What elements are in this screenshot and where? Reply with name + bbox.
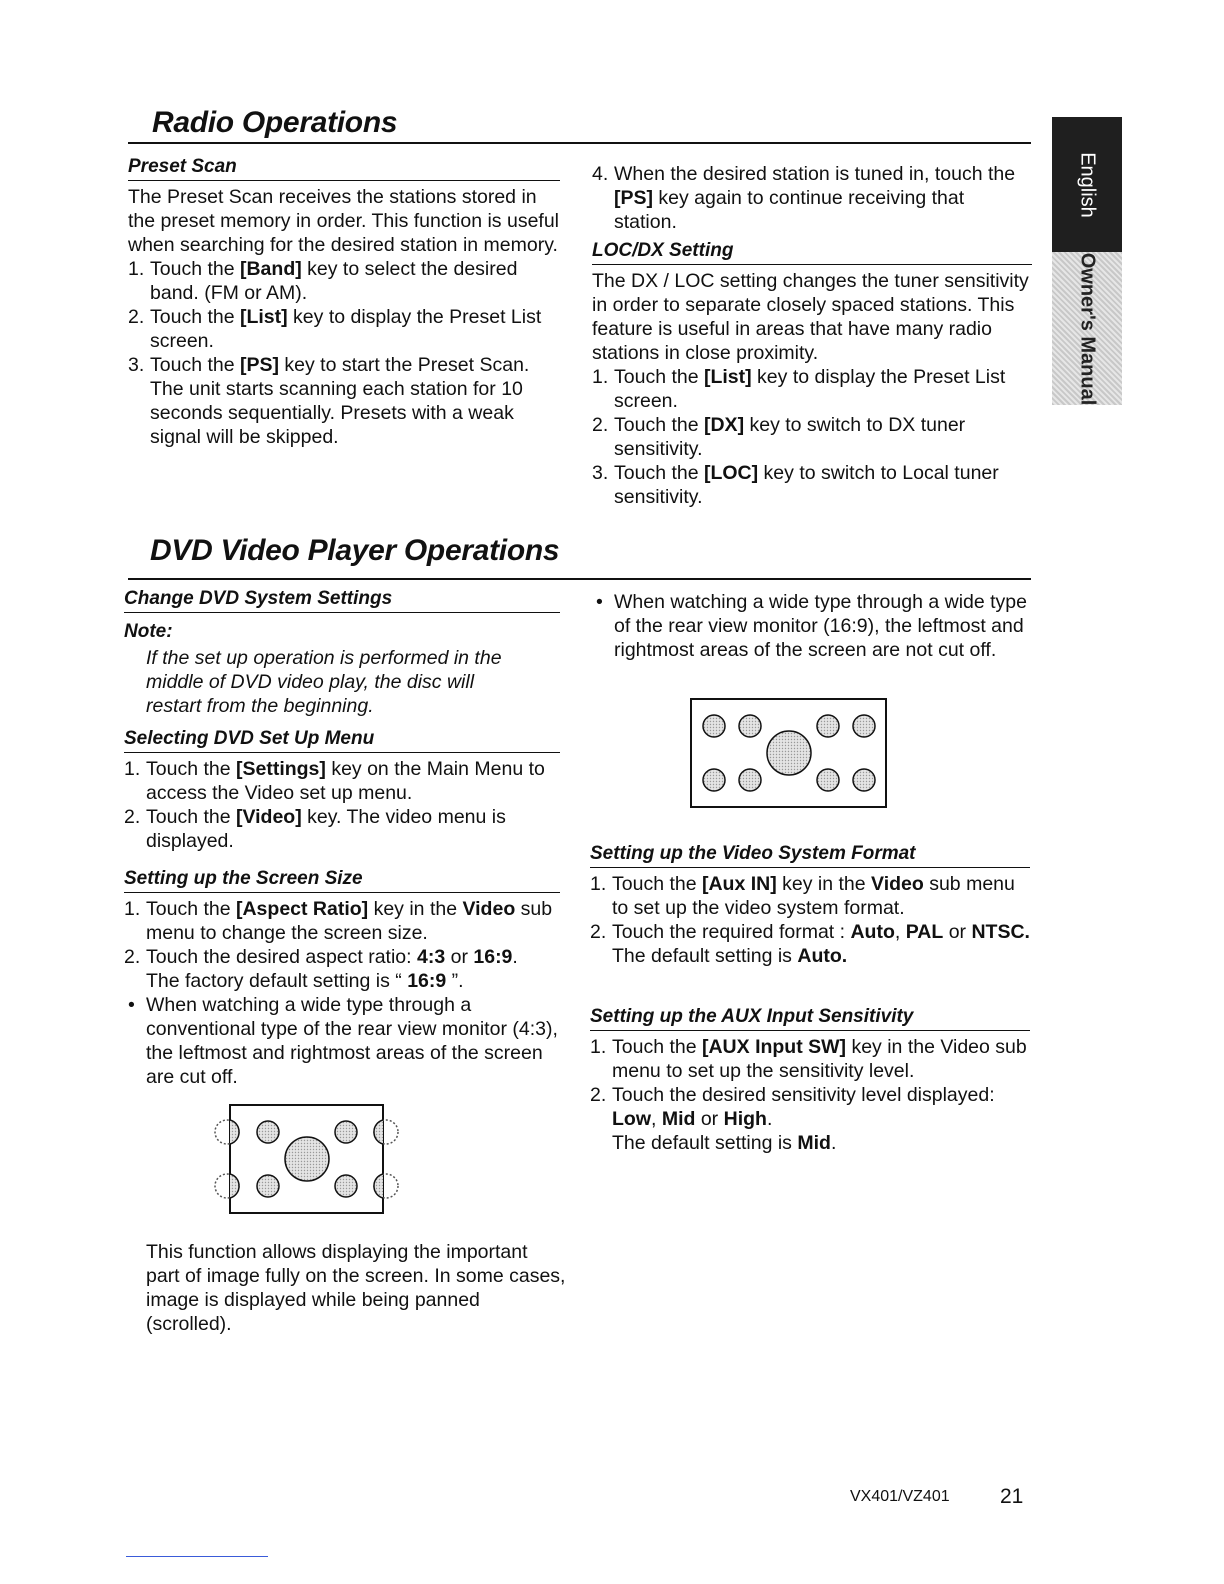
list-item: 1. Touch the [Aspect Ratio] key in the Video sub menu to change the screen size. <box>124 898 553 944</box>
aux-sensitivity-heading: Setting up the AUX Input Sensitivity <box>590 1006 1030 1031</box>
wide-screen-illustration <box>688 696 890 810</box>
list-item: 1. Touch the [Aux IN] key in the Video sub menu to set up the video system format. <box>590 873 1015 919</box>
dvd-title: DVD Video Player Operations <box>150 534 560 567</box>
change-settings-section <box>124 588 560 718</box>
list-item: 1. Touch the [List] key to display the Preset List screen. <box>592 366 1006 412</box>
preset-scan-step4 <box>592 162 1032 234</box>
note-text: If the set up operation is performed in the middle of DVD video play, the disc will restart from the beginning. <box>146 647 502 717</box>
list-item: 2. Touch the [List] key to display the Preset List screen. <box>128 306 542 352</box>
list-item: 1. Touch the [Settings] key on the Main Menu to access the Video set up menu. <box>124 758 545 804</box>
video-format-heading: Setting up the Video System Format <box>590 843 1030 868</box>
screen-size-heading: Setting up the Screen Size <box>124 868 560 893</box>
screen-size-section <box>124 868 560 1089</box>
footer-rule <box>126 1556 268 1557</box>
pan-note: This function allows displaying the important part of image fully on the screen. In some cases, image is displayed while being panned (scrolled). <box>146 1241 566 1335</box>
preset-scan-heading: Preset Scan <box>128 156 560 181</box>
note-label: Note: <box>124 621 173 642</box>
radio-section-header <box>128 106 1031 144</box>
preset-scan-intro: The Preset Scan receives the stations stored in the preset memory in order. This function is useful when searching for the desired station in memory. <box>128 186 560 256</box>
preset-scan-section <box>128 156 560 449</box>
list-item: 3. Touch the [LOC] key to switch to Local tuner sensitivity. <box>592 462 999 508</box>
dvd-section-header <box>128 532 1031 580</box>
list-item: 4. When the desired station is tuned in, touch the [PS] key again to continue receiving that station. <box>592 163 1016 233</box>
manual-label: Owner's Manual <box>1076 252 1099 405</box>
preset-scan-steps <box>128 257 560 449</box>
aux-sensitivity-section <box>590 1006 1030 1155</box>
radio-title: Radio Operations <box>152 106 398 139</box>
loc-dx-section <box>592 240 1032 509</box>
narrow-screen-illustration <box>210 1100 410 1220</box>
setup-menu-section <box>124 728 560 853</box>
list-item: 1. Touch the [AUX Input SW] key in the Video sub menu to set up the sensitivity level. <box>590 1036 1027 1082</box>
video-format-section <box>590 843 1030 968</box>
model-number: VX401/VZ401 <box>850 1488 950 1505</box>
page-number: 21 <box>1000 1485 1024 1508</box>
change-settings-heading: Change DVD System Settings <box>124 588 560 613</box>
manual-tab <box>1052 252 1122 405</box>
list-item: • When watching a wide type through a conventional type of the rear view monitor (4:3), the leftmost and rightmost areas of the screen are cut off. <box>124 993 560 1089</box>
list-item: 3. Touch the [PS] key to start the Preset Scan. The unit starts scanning each station for 10 seconds sequentially. Presets with a weak signal will be skipped. <box>128 354 530 448</box>
list-item: 2. Touch the desired aspect ratio: 4:3 or 16:9. The factory default setting is “ 16:9 ”. <box>124 946 518 992</box>
loc-dx-steps <box>592 365 1032 509</box>
list-item: 2. Touch the desired sensitivity level displayed: Low, Mid or High. The default setting is Mid. <box>590 1084 995 1154</box>
list-item: • When watching a wide type through a wide type of the rear view monitor (16:9), the leftmost and rightmost areas of the screen are not cut off. <box>592 590 1032 662</box>
setup-menu-heading: Selecting DVD Set Up Menu <box>124 728 560 753</box>
list-item: 1. Touch the [Band] key to select the desired band. (FM or AM). <box>128 258 518 304</box>
loc-dx-intro: The DX / LOC setting changes the tuner sensitivity in order to separate closely spaced stations. This feature is useful in areas that have many radio stations in close proximity. <box>592 270 1029 364</box>
loc-dx-heading: LOC/DX Setting <box>592 240 1032 265</box>
language-tab <box>1052 117 1122 252</box>
list-item: 2. Touch the required format : Auto, PAL or NTSC. The default setting is Auto. <box>590 921 1030 967</box>
list-item: 2. Touch the [Video] key. The video menu is displayed. <box>124 806 506 852</box>
language-label: English <box>1076 151 1099 218</box>
list-item: 2. Touch the [DX] key to switch to DX tuner sensitivity. <box>592 414 966 460</box>
wide-bullet <box>592 590 1032 662</box>
side-language-tab <box>1052 117 1122 405</box>
